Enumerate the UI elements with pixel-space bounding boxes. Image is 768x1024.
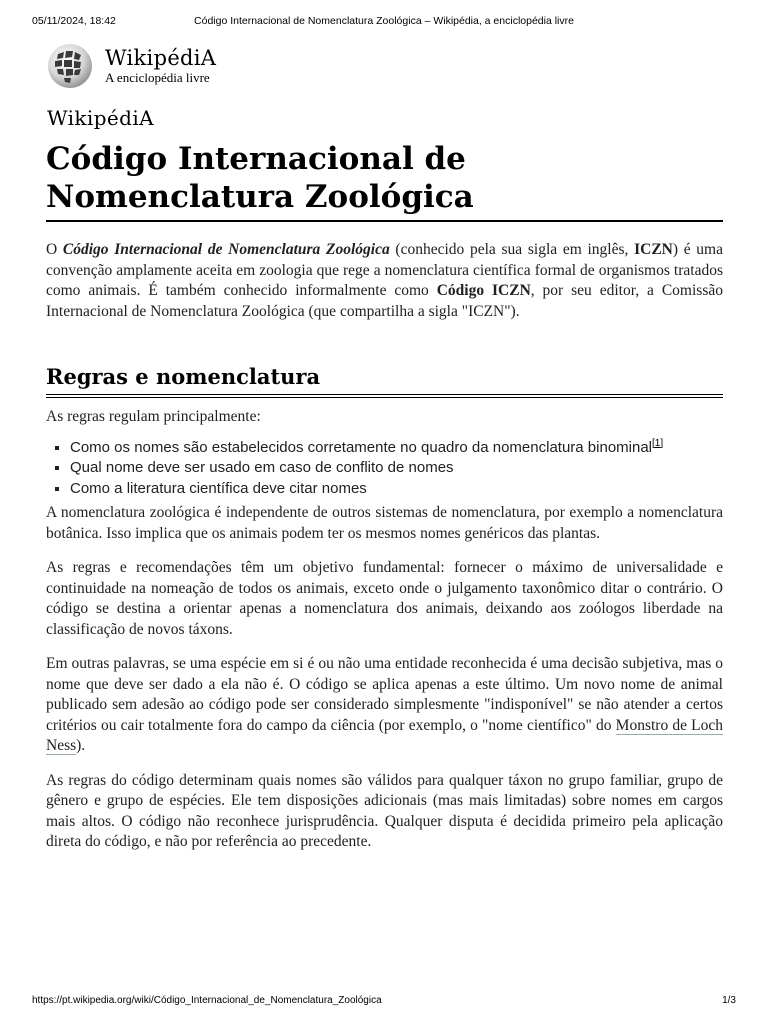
print-date: 05/11/2024, 18:42 — [32, 15, 116, 27]
intro-bold-name: Código Internacional de Nomenclatura Zoológica — [62, 241, 390, 258]
article-title: Código Internacional de Nomenclatura Zoológica — [46, 141, 474, 215]
list-item: ▪ Como a literatura científica deve citar nomes — [70, 479, 723, 500]
page-url: https://pt.wikipedia.org/wiki/Código_Internacional_de_Nomenclatura_Zoológica — [32, 995, 382, 1006]
reference-link[interactable]: [1] — [652, 437, 664, 449]
print-header — [32, 15, 736, 29]
paragraph: As regras do código determinam quais nomes são válidos para qualquer táxon no grupo familiar, grupo de gênero e grupo de espécies. Ele tem disposições adicionais (mas mais limitadas) sobre nomes em cargos mais altos. O código não reconhece jurisprudência. Qualquer disputa é decidida primeiro pela aplicação direta do código, e não por referência ao precedente. — [46, 771, 723, 850]
print-footer — [32, 995, 736, 1009]
article-content — [46, 140, 723, 853]
section-divider-2 — [46, 397, 723, 398]
wikipedia-globe-icon — [44, 42, 96, 90]
paragraph: As regras e recomendações têm um objetivo fundamental: fornecer o máximo de universalidade e continuidade na nomeação de todos os animais, exceto onde o julgamento taxonômico ditar o contrário. O código se destina a orientar apenas a nomenclatura dos animais, deixando aos zoólogos liberdade na classificação de novos táxons. — [46, 559, 723, 638]
title-divider — [46, 220, 723, 222]
logo-tagline: A enciclopédia livre — [105, 70, 210, 85]
paragraph: A nomenclatura zoológica é independente de outros sistemas de nomenclatura, por exemplo a nomenclatura botânica. Isso implica que os animais podem ter os mesmos nomes genéricos das plantas. — [46, 504, 723, 542]
paragraph: Em outras palavras, se uma espécie em si é ou não uma entidade reconhecida é uma decisão subjetiva, mas o nome que deve ser dado a ela não é. O código se aplica apenas a este último. Um novo nome de animal publicado sem adesão ao código pode ser considerado simplesmente "indisponível" se não atender a certos critérios ou cair totalmente fora do campo da ciência (por exemplo, o "nome científico" do Monstro de Loch Ness). — [46, 655, 723, 754]
print-title: Código Internacional de Nomenclatura Zoológica – Wikipédia, a enciclopédia livre — [194, 15, 574, 27]
wikipedia-logo[interactable] — [44, 42, 244, 92]
intro-bold-alias: Código ICZN — [436, 282, 531, 299]
logo-wordmark: WikipédiA — [105, 46, 217, 70]
rules-intro: As regras regulam principalmente: — [46, 408, 261, 425]
section-heading: Regras e nomenclatura — [46, 364, 321, 389]
intro-paragraph: O Código Internacional de Nomenclatura Zoológica (conhecido pela sua sigla em inglês, ICZN) é uma convenção amplamente aceita em zoologia que rege a nomenclatura científica formal de organismos tratados como animais. É também conhecido informalmente como Código ICZN, por seu editor, a Comissão Internacional de Nomenclatura Zoológica (que compartilha a sigla "ICZN"). — [46, 241, 723, 320]
rules-list — [46, 438, 723, 500]
list-item: ▪ Qual nome deve ser usado em caso de conflito de nomes — [70, 458, 723, 479]
section-divider — [46, 394, 723, 395]
list-item: ▪ Como os nomes são estabelecidos corretamente no quadro da nomenclatura binominal[1] — [70, 438, 723, 459]
intro-bold-acronym: ICZN — [634, 241, 673, 258]
page-number: 1/3 — [722, 995, 736, 1006]
loch-ness-link[interactable]: Monstro de Loch Ness — [46, 716, 723, 754]
wordmark-heading: WikipédiA — [47, 106, 154, 130]
